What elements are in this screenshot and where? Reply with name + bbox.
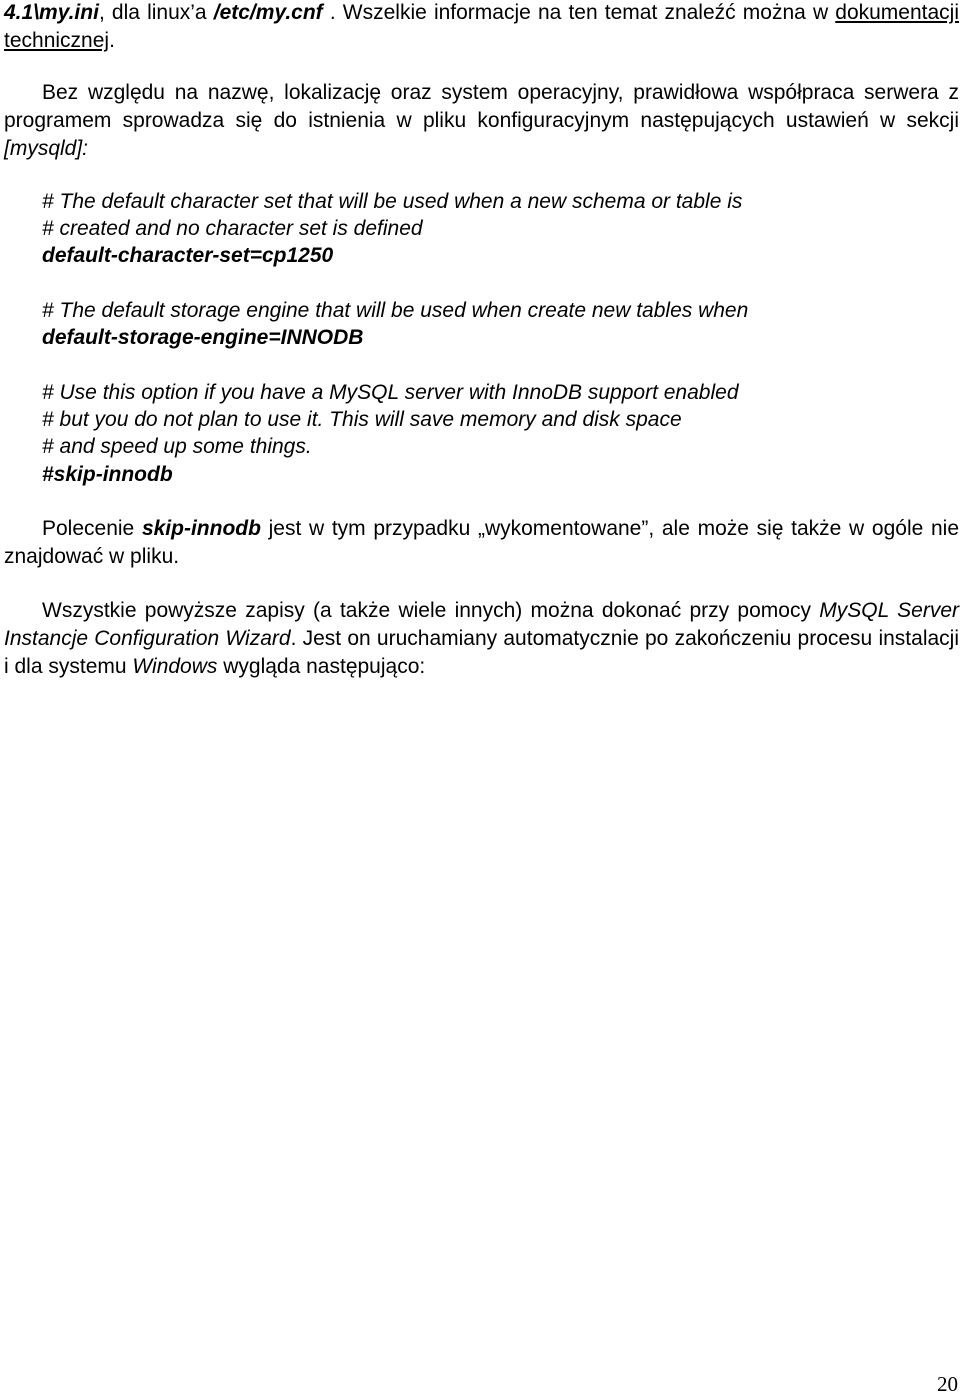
wizard-text-2: . Jest on uruchamiany automatycznie po zakończeniu procesu instalacji i dla systemu [4, 627, 959, 678]
wizard-name: MySQL Server Instancje Configuration Wizard [4, 599, 960, 650]
linux-config-path: /etc/my.cnf [213, 1, 323, 24]
skip-innodb-option: skip-innodb [141, 517, 261, 540]
page-number: 20 [937, 1372, 958, 1396]
intro-text-3: . [109, 29, 115, 52]
wizard-paragraph [4, 597, 959, 681]
skip-text-1: Polecenie [42, 517, 142, 540]
os-name: Windows [132, 655, 218, 678]
mysqld-section-name: [mysqld]: [4, 137, 89, 160]
intro-paragraph [4, 0, 959, 55]
windows-config-path: 4.1\my.ini [4, 1, 99, 24]
config-block-innodb [42, 379, 952, 488]
intro-text-2: . Wszelkie informacje na ten temat znaleźć można w [322, 1, 836, 24]
wizard-text-1: Wszystkie powyższe zapisy (a także wiele innych) można dokonać przy pomocy [42, 599, 820, 622]
config-setting-engine: default-storage-engine=INNODB [42, 326, 364, 350]
wizard-text-3: wygląda następująco: [217, 655, 426, 678]
config-comment: # created and no character set is defined [42, 217, 423, 241]
config-comment: # and speed up some things. [42, 435, 312, 459]
skip-innodb-paragraph [4, 515, 959, 571]
config-paragraph [4, 79, 959, 163]
config-block-engine [42, 297, 952, 351]
config-setting-charset: default-character-set=cp1250 [42, 244, 334, 268]
config-block-charset [42, 188, 952, 270]
config-setting-skip-innodb: #skip-innodb [42, 462, 173, 486]
config-comment: # The default storage engine that will be used when create new tables when [42, 299, 749, 322]
documentation-link[interactable]: dokumentacji technicznej [4, 1, 959, 52]
config-comment: # but you do not plan to use it. This will save memory and disk space [42, 408, 682, 432]
intro-text-1: , dla linux’a [98, 1, 214, 24]
config-comment: # The default character set that will be used when a new schema or table is [42, 190, 743, 213]
config-comment: # Use this option if you have a MySQL server with InnoDB support enabled [42, 381, 739, 404]
skip-text-2: jest w tym przypadku „wykomentowane”, ale może się także w ogóle nie znajdować w pliku. [4, 517, 960, 568]
config-paragraph-text: Bez względu na nazwę, lokalizację oraz system operacyjny, prawidłowa współpraca serwera z programem sprowadza się do istnienia w pliku konfiguracyjnym następujących ustawień w sekcji [4, 81, 959, 132]
